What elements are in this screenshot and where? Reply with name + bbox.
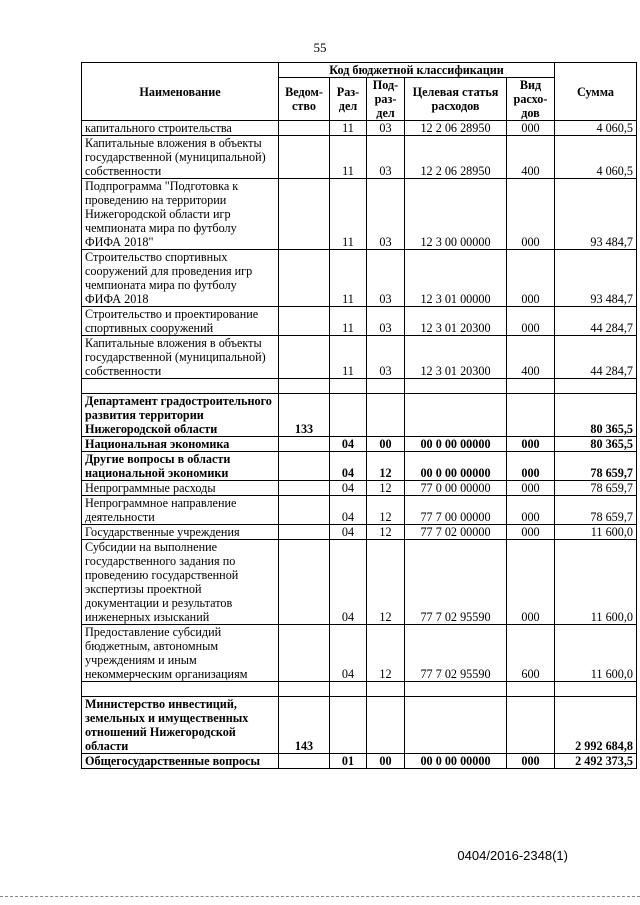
- table-row: [82, 682, 637, 697]
- empty-cell: [507, 379, 555, 394]
- cell-pod: 03: [367, 336, 405, 379]
- cell-vid: 000: [507, 250, 555, 307]
- cell-cel: 12 2 06 28950: [405, 121, 507, 136]
- cell-ved: [279, 336, 330, 379]
- cell-pod: 03: [367, 307, 405, 336]
- cell-raz: 04: [330, 625, 367, 682]
- table-row: [82, 121, 637, 136]
- cell-name: Подпрограмма "Подготовка к проведению на территории Нижегородской области игр чемпионата мира по футболу ФИФА 2018": [82, 179, 279, 250]
- cell-pod: 00: [367, 754, 405, 769]
- header-sum: Сумма: [555, 63, 637, 121]
- cell-pod: 12: [367, 540, 405, 625]
- table-row: [82, 697, 637, 754]
- table-row: [82, 625, 637, 682]
- cell-vid: 000: [507, 179, 555, 250]
- cell-name: Предоставление субсидий бюджетным, автономным учреждениям и иным некоммерческим организациям: [82, 625, 279, 682]
- cell-sum: 93 484,7: [555, 179, 637, 250]
- cell-cel: [405, 394, 507, 437]
- cell-pod: 03: [367, 121, 405, 136]
- cell-vid: 600: [507, 625, 555, 682]
- cell-cel: 12 3 01 00000: [405, 250, 507, 307]
- cell-raz: 04: [330, 481, 367, 496]
- header-raz: Раз-дел: [330, 78, 367, 121]
- cell-vid: 000: [507, 121, 555, 136]
- cell-sum: 11 600,0: [555, 525, 637, 540]
- table-row: [82, 525, 637, 540]
- cell-vid: 000: [507, 525, 555, 540]
- empty-cell: [82, 682, 279, 697]
- cell-vid: 000: [507, 754, 555, 769]
- cell-pod: 12: [367, 525, 405, 540]
- empty-cell: [507, 682, 555, 697]
- cell-sum: 78 659,7: [555, 496, 637, 525]
- cell-name: капитального строительства: [82, 121, 279, 136]
- cell-raz: 04: [330, 452, 367, 481]
- cell-name: Общегосударственные вопросы: [82, 754, 279, 769]
- cell-ved: [279, 754, 330, 769]
- cell-name: Другие вопросы в области национальной экономики: [82, 452, 279, 481]
- cell-ved: [279, 452, 330, 481]
- cell-sum: 93 484,7: [555, 250, 637, 307]
- header-ved: Ведом-ство: [279, 78, 330, 121]
- cell-ved: [279, 179, 330, 250]
- table-row: [82, 379, 637, 394]
- empty-cell: [405, 682, 507, 697]
- cell-vid: 000: [507, 452, 555, 481]
- cell-cel: 12 3 01 20300: [405, 307, 507, 336]
- cell-sum: 11 600,0: [555, 625, 637, 682]
- table-row: [82, 136, 637, 179]
- empty-cell: [330, 379, 367, 394]
- cell-raz: 04: [330, 540, 367, 625]
- table-row: [82, 754, 637, 769]
- cell-pod: 12: [367, 625, 405, 682]
- empty-cell: [555, 379, 637, 394]
- cell-ved: [279, 121, 330, 136]
- cell-sum: 80 365,5: [555, 394, 637, 437]
- cell-raz: 11: [330, 179, 367, 250]
- cell-sum: 2 992 684,8: [555, 697, 637, 754]
- cell-raz: 04: [330, 525, 367, 540]
- cell-vid: [507, 394, 555, 437]
- cell-sum: 78 659,7: [555, 452, 637, 481]
- table-row: [82, 496, 637, 525]
- cell-cel: 77 0 00 00000: [405, 481, 507, 496]
- cell-pod: 12: [367, 452, 405, 481]
- table-row: [82, 481, 637, 496]
- cell-sum: 44 284,7: [555, 307, 637, 336]
- header-name: Наименование: [82, 63, 279, 121]
- cell-sum: 11 600,0: [555, 540, 637, 625]
- cell-vid: 000: [507, 540, 555, 625]
- cell-raz: 11: [330, 136, 367, 179]
- cell-cel: 77 7 02 95590: [405, 625, 507, 682]
- cell-pod: 03: [367, 250, 405, 307]
- cell-pod: 03: [367, 179, 405, 250]
- cell-ved: 133: [279, 394, 330, 437]
- header-vid: Вид расхо-дов: [507, 78, 555, 121]
- cell-sum: 4 060,5: [555, 121, 637, 136]
- table-row: [82, 437, 637, 452]
- cell-name: Субсидии на выполнение государственного задания по проведению государственной экспертизы проектной документации и результатов инженерных изысканий: [82, 540, 279, 625]
- cell-name: Непрограммное направление деятельности: [82, 496, 279, 525]
- cell-raz: [330, 394, 367, 437]
- table-row: [82, 394, 637, 437]
- table-row: [82, 540, 637, 625]
- cell-vid: 400: [507, 336, 555, 379]
- document-code: 0404/2016-2348(1): [457, 848, 568, 863]
- table-row: [82, 307, 637, 336]
- table-body: [82, 121, 637, 769]
- table-row: [82, 336, 637, 379]
- cell-ved: [279, 136, 330, 179]
- cell-vid: [507, 697, 555, 754]
- cell-name: Департамент градостроительного развития территории Нижегородской области: [82, 394, 279, 437]
- empty-cell: [279, 379, 330, 394]
- cell-cel: 00 0 00 00000: [405, 452, 507, 481]
- cell-raz: 01: [330, 754, 367, 769]
- cell-sum: 44 284,7: [555, 336, 637, 379]
- empty-cell: [555, 682, 637, 697]
- cell-sum: 78 659,7: [555, 481, 637, 496]
- empty-cell: [405, 379, 507, 394]
- cell-raz: 11: [330, 250, 367, 307]
- empty-cell: [82, 379, 279, 394]
- table-row: [82, 179, 637, 250]
- cell-vid: 000: [507, 481, 555, 496]
- cell-pod: 12: [367, 496, 405, 525]
- cell-cel: 77 7 02 00000: [405, 525, 507, 540]
- cell-name: Строительство и проектирование спортивных сооружений: [82, 307, 279, 336]
- cell-cel: 12 2 06 28950: [405, 136, 507, 179]
- cell-name: Капитальные вложения в объекты государственной (муниципальной) собственности: [82, 336, 279, 379]
- cell-name: Капитальные вложения в объекты государственной (муниципальной) собственности: [82, 136, 279, 179]
- cell-vid: 000: [507, 437, 555, 452]
- empty-cell: [367, 379, 405, 394]
- cell-pod: 03: [367, 136, 405, 179]
- cell-name: Непрограммные расходы: [82, 481, 279, 496]
- cell-sum: 80 365,5: [555, 437, 637, 452]
- cell-ved: [279, 625, 330, 682]
- cell-cel: 00 0 00 00000: [405, 754, 507, 769]
- cell-cel: 00 0 00 00000: [405, 437, 507, 452]
- cell-pod: [367, 697, 405, 754]
- cell-ved: [279, 481, 330, 496]
- cell-name: Национальная экономика: [82, 437, 279, 452]
- header-cel: Целевая статья расходов: [405, 78, 507, 121]
- page-number: 55: [313, 40, 327, 55]
- cell-pod: [367, 394, 405, 437]
- header-classification-group: Код бюджетной классификации: [279, 63, 555, 78]
- cell-cel: 12 3 01 20300: [405, 336, 507, 379]
- cell-pod: 12: [367, 481, 405, 496]
- cell-sum: 4 060,5: [555, 136, 637, 179]
- empty-cell: [279, 682, 330, 697]
- cell-raz: 04: [330, 437, 367, 452]
- cell-ved: [279, 540, 330, 625]
- budget-table: [81, 62, 637, 769]
- cell-cel: 77 7 00 00000: [405, 496, 507, 525]
- cell-raz: 11: [330, 121, 367, 136]
- cell-raz: [330, 697, 367, 754]
- cell-cel: 77 7 02 95590: [405, 540, 507, 625]
- header-pod: Под-раз-дел: [367, 78, 405, 121]
- cell-sum: 2 492 373,5: [555, 754, 637, 769]
- page-bottom-rule: [0, 896, 640, 897]
- cell-cel: 12 3 00 00000: [405, 179, 507, 250]
- cell-ved: [279, 525, 330, 540]
- cell-vid: 000: [507, 307, 555, 336]
- cell-name: Строительство спортивных сооружений для проведения игр чемпионата мира по футболу ФИФА 2018: [82, 250, 279, 307]
- cell-raz: 11: [330, 336, 367, 379]
- cell-name: Государственные учреждения: [82, 525, 279, 540]
- cell-ved: [279, 496, 330, 525]
- empty-cell: [367, 682, 405, 697]
- cell-raz: 04: [330, 496, 367, 525]
- cell-ved: [279, 437, 330, 452]
- table-row: [82, 452, 637, 481]
- cell-vid: 000: [507, 496, 555, 525]
- cell-raz: 11: [330, 307, 367, 336]
- cell-pod: 00: [367, 437, 405, 452]
- cell-cel: [405, 697, 507, 754]
- cell-ved: 143: [279, 697, 330, 754]
- cell-name: Министерство инвестиций, земельных и имущественных отношений Нижегородской области: [82, 697, 279, 754]
- cell-ved: [279, 307, 330, 336]
- cell-vid: 400: [507, 136, 555, 179]
- table-row: [82, 250, 637, 307]
- cell-ved: [279, 250, 330, 307]
- empty-cell: [330, 682, 367, 697]
